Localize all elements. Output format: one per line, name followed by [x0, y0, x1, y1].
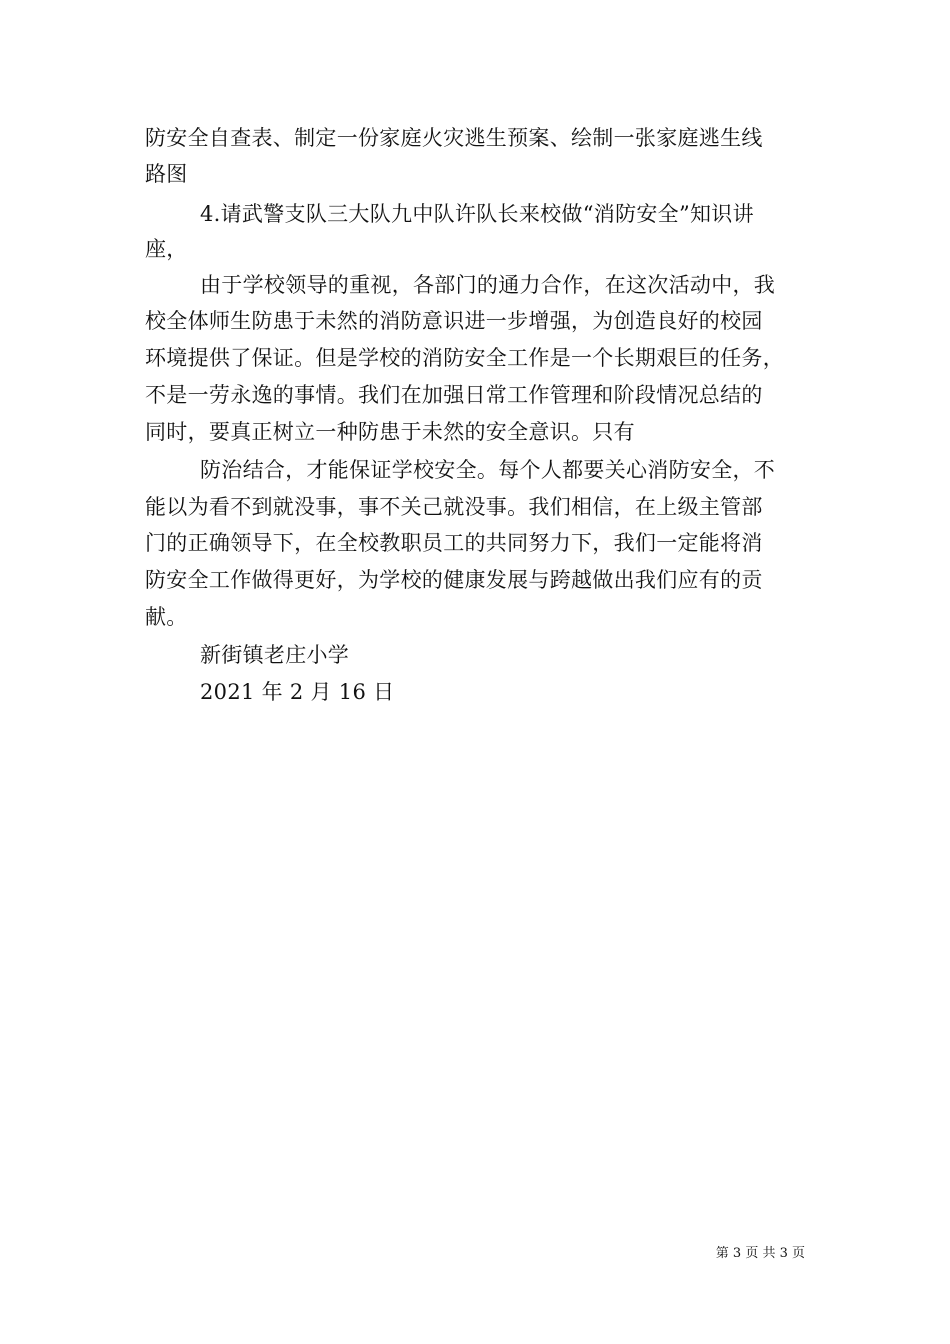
list-item-text: 4.请武警支队三大队九中队许队长来校做“消防安全”知识讲 — [200, 202, 754, 226]
body-text-line: 献。 — [145, 605, 188, 629]
body-text-line: 防安全自查表、制定一份家庭火灾逃生预案、绘制一张家庭逃生线 — [145, 126, 763, 150]
body-text-line: 能以为看不到就没事，事不关己就没事。我们相信，在上级主管部 — [145, 495, 763, 519]
body-text-line: 校全体师生防患于未然的消防意识进一步增强，为创造良好的校园 — [145, 309, 763, 333]
body-text-line: 防安全工作做得更好，为学校的健康发展与跨越做出我们应有的贡 — [145, 568, 763, 592]
page-number: 第 3 页 共 3 页 — [715, 1246, 805, 1261]
body-text-line: 座， — [145, 237, 188, 261]
body-text-line: 不是一劳永逸的事情。我们在加强日常工作管理和阶段情况总结的 — [145, 383, 763, 407]
body-text-line: 门的正确领导下，在全校教职员工的共同努力下，我们一定能将消 — [145, 531, 763, 555]
paragraph-first-line: 由于学校领导的重视，各部门的通力合作，在这次活动中，我 — [200, 273, 776, 297]
signature-date: 2021 年 2 月 16 日 — [200, 680, 395, 704]
paragraph-first-line: 防治结合，才能保证学校安全。每个人都要关心消防安全，不 — [200, 458, 776, 482]
body-text-line: 同时，要真正树立一种防患于未然的安全意识。只有 — [145, 420, 635, 444]
signature-organization: 新街镇老庄小学 — [200, 643, 350, 667]
body-text-line: 环境提供了保证。但是学校的消防安全工作是一个长期艰巨的任务， — [145, 346, 784, 370]
body-text-line: 路图 — [145, 162, 188, 186]
